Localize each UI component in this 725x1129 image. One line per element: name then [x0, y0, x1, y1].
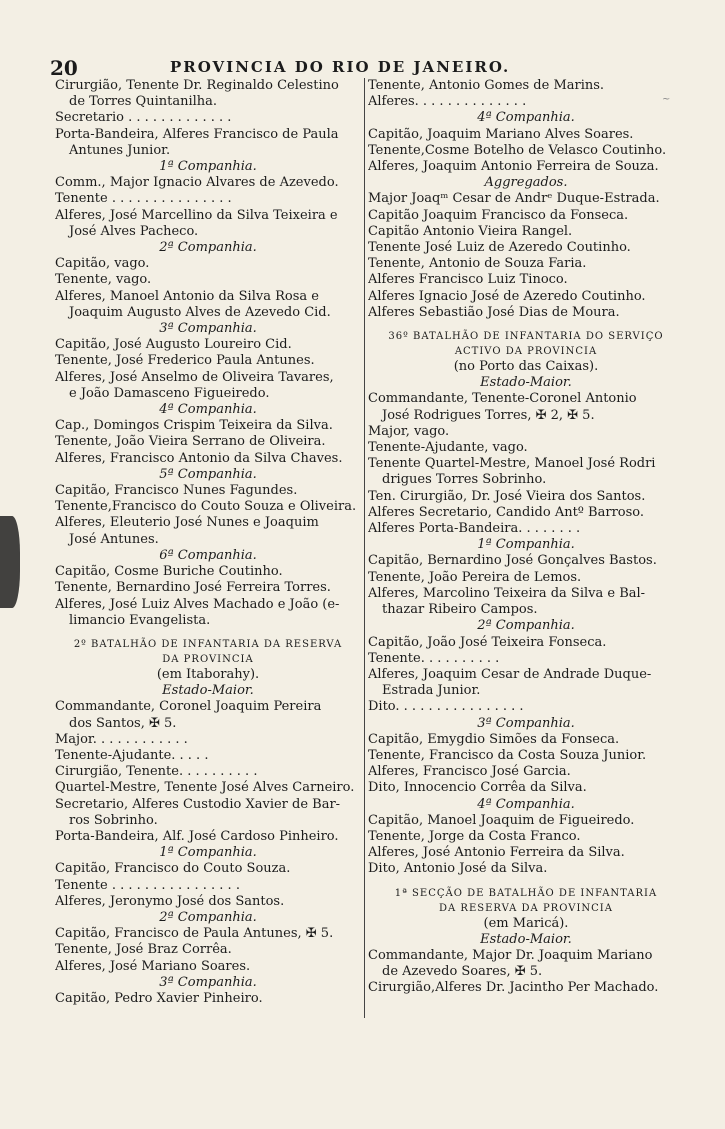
text-line: Porta-Bandeira, Alferes Francisco de Paula — [55, 126, 339, 142]
text-line: José Rodrigues Torres, ✠ 2, ✠ 5. — [382, 407, 595, 423]
text-line: limancio Evangelista. — [69, 612, 211, 628]
text-line: Tenente, Francisco da Costa Souza Junior. — [368, 747, 647, 763]
running-title: PROVINCIA DO RIO DE JANEIRO. — [170, 58, 511, 76]
battalion-heading: ACTIVO DA PROVINCIA — [454, 346, 598, 358]
text-line: Capitão Joaquim Francisco da Fonseca. — [368, 207, 629, 223]
text-line: Capitão, Emygdio Simões da Fonseca. — [368, 731, 620, 747]
text-line: Tenente, Bernardino José Ferreira Torres. — [55, 580, 331, 596]
section-heading: 1ª Companhia. — [159, 845, 257, 861]
text-line: Tenente, Antonio Gomes de Marins. — [368, 78, 605, 93]
right-column — [368, 78, 684, 997]
text-line: Capitão, João José Teixeira Fonseca. — [368, 634, 607, 650]
section-heading: 1ª Companhia. — [159, 159, 257, 175]
text-line: Estrada Junior. — [382, 683, 481, 699]
text-line: Capitão, Cosme Buriche Coutinho. — [55, 564, 283, 580]
section-heading: 3ª Companhia. — [477, 715, 575, 731]
text-line: Dito. . . . . . . . . . . . . . . . — [368, 699, 524, 715]
page-number: 20 — [50, 56, 78, 80]
text-line: Tenente, José Braz Corrêa. — [55, 942, 232, 958]
text-line: Tenente. . . . . . . . . . — [368, 650, 500, 666]
section-heading: Estado-Maior. — [480, 375, 572, 391]
text-line: Alferes, José Antonio Ferreira da Silva. — [368, 845, 625, 861]
text-line: Tenente José Luiz de Azeredo Coutinho. — [368, 240, 631, 256]
text-line: Tenente, Antonio de Souza Faria. — [368, 256, 587, 272]
text-line: Tenente, João Vieira Serrano de Oliveira. — [55, 434, 326, 450]
text-line: Tenente Quartel-Mestre, Manoel José Rodri — [368, 456, 656, 472]
section-heading: Estado-Maior. — [162, 683, 254, 699]
battalion-heading: 36º BATALHÃO DE INFANTARIA DO SERVIÇO — [388, 331, 664, 343]
text-line: Tenente, vago. — [55, 272, 152, 288]
text-line: Alferes, Francisco José Garcia. — [368, 764, 571, 780]
stray-mark: ~ — [662, 94, 671, 105]
text-line: Major. . . . . . . . . . . . — [55, 731, 188, 747]
text-line: Antunes Junior. — [69, 142, 171, 158]
text-line: Tenente . . . . . . . . . . . . . . . . — [55, 877, 240, 893]
text-line: Alferes, Manoel Antonio da Silva Rosa e — [55, 288, 319, 304]
page-header — [50, 56, 690, 78]
text-line: Capitão Antonio Vieira Rangel. — [368, 223, 573, 239]
text-line: Tenente-Ajudante, vago. — [368, 440, 528, 456]
text-line: Capitão, vago. — [55, 256, 150, 272]
left-column — [55, 78, 361, 1007]
spacer — [55, 629, 361, 637]
text-line: Tenente . . . . . . . . . . . . . . . — [55, 191, 232, 207]
text-line: Cirurgião, Tenente Dr. Reginaldo Celestino — [55, 78, 339, 93]
section-heading: 2ª Companhia. — [477, 618, 575, 634]
battalion-heading: DA PROVINCIA — [162, 653, 254, 665]
text-line: Tenente, Jorge da Costa Franco. — [368, 828, 581, 844]
section-heading: 3ª Companhia. — [159, 974, 257, 990]
battalion-heading: 1ª SECÇÃO DE BATALHÃO DE INFANTARIA — [394, 887, 658, 899]
text-line: Secretario . . . . . . . . . . . . . — [55, 110, 232, 126]
text-line: de Torres Quintanilha. — [69, 94, 218, 110]
text-line: (em Itaborahy). — [156, 666, 260, 682]
spacer — [368, 321, 684, 329]
section-heading: 1ª Companhia. — [477, 537, 575, 553]
text-line: de Azevedo Soares, ✠ 5. — [382, 964, 543, 980]
section-heading: 4ª Companhia. — [477, 796, 575, 812]
text-line: Capitão, Pedro Xavier Pinheiro. — [55, 990, 263, 1006]
text-line: Tenente, João Pereira de Lemos. — [368, 569, 582, 585]
text-line: Major, vago. — [368, 423, 450, 439]
text-line: Alferes, Joaquim Antonio Ferreira de Souza. — [368, 159, 659, 175]
text-line: dos Santos, ✠ 5. — [69, 715, 177, 731]
section-heading: 4ª Companhia. — [477, 110, 575, 126]
text-line: Alferes, José Luiz Alves Machado e João (e- — [55, 596, 340, 612]
text-line: Alferes, Joaquim Cesar de Andrade Duque- — [368, 666, 652, 682]
section-heading: 2ª Companhia. — [159, 909, 257, 925]
text-line: Alferes Secretario, Candido Antº Barroso. — [368, 504, 645, 520]
text-line: Tenente,Francisco do Couto Souza e Oliveira. — [55, 499, 357, 515]
section-heading: 5ª Companhia. — [159, 466, 257, 482]
text-line: Dito, Antonio José da Silva. — [368, 861, 548, 877]
text-line: Ten. Cirurgião, Dr. José Vieira dos Santos. — [368, 488, 646, 504]
text-line: Alferes, Eleuterio José Nunes e Joaquim — [55, 515, 319, 531]
text-line: Capitão, Bernardino José Gonçalves Bastos. — [368, 553, 657, 569]
text-line: ros Sobrinho. — [69, 812, 158, 828]
section-heading: 3ª Companhia. — [159, 321, 257, 337]
text-line: Capitão, Francisco de Paula Antunes, ✠ 5. — [55, 926, 334, 942]
text-line: Alferes Ignacio José de Azeredo Coutinho. — [368, 288, 646, 304]
battalion-heading: 2º BATALHÃO DE INFANTARIA DA RESERVA — [73, 638, 343, 650]
text-line: Alferes, José Anselmo de Oliveira Tavares, — [55, 369, 334, 385]
text-line: Alferes Sebastião José Dias de Moura. — [368, 304, 620, 320]
text-line: Capitão, Manoel Joaquim de Figueiredo. — [368, 812, 635, 828]
text-line: Capitão, Francisco do Couto Souza. — [55, 861, 291, 877]
text-line: thazar Ribeiro Campos. — [382, 602, 538, 618]
text-line: Tenente-Ajudante. . . . . — [55, 747, 209, 763]
text-line: Cirurgião, Tenente. . . . . . . . . . — [55, 764, 258, 780]
text-line: Cap., Domingos Crispim Teixeira da Silva. — [55, 418, 333, 434]
text-line: Quartel-Mestre, Tenente José Alves Carneiro. — [55, 780, 355, 796]
text-line: Alferes, Marcolino Teixeira da Silva e Bal- — [368, 585, 646, 601]
text-line: (no Porto das Caixas). — [453, 359, 599, 375]
text-line: Commandante, Coronel Joaquim Pereira — [55, 699, 322, 715]
text-line: Tenente,Cosme Botelho de Velasco Coutinho. — [368, 142, 667, 158]
text-line: Joaquim Augusto Alves de Azevedo Cid. — [69, 304, 331, 320]
text-line: Porta-Bandeira, Alf. José Cardoso Pinheiro. — [55, 828, 339, 844]
text-line: Alferes Porta-Bandeira. . . . . . . . — [368, 521, 581, 537]
text-line: Alferes, José Mariano Soares. — [55, 958, 251, 974]
text-line: (em Maricá). — [483, 915, 569, 931]
text-line: Dito, Innocencio Corrêa da Silva. — [368, 780, 587, 796]
text-line: drigues Torres Sobrinho. — [382, 472, 547, 488]
text-line: Commandante, Major Dr. Joaquim Mariano — [368, 947, 653, 963]
text-line: Alferes Francisco Luiz Tinoco. — [368, 272, 568, 288]
text-line: Commandante, Tenente-Coronel Antonio — [368, 391, 637, 407]
text-line: Alferes, Francisco Antonio da Silva Chaves. — [55, 450, 343, 466]
section-heading: Estado-Maior. — [480, 931, 572, 947]
section-heading: 2ª Companhia. — [159, 240, 257, 256]
text-line: Capitão, Joaquim Mariano Alves Soares. — [368, 126, 634, 142]
text-line: Comm., Major Ignacio Alvares de Azevedo. — [55, 175, 339, 191]
text-line: José Antunes. — [69, 531, 159, 547]
column-rule — [364, 78, 365, 1018]
text-line: Capitão, Francisco Nunes Fagundes. — [55, 483, 298, 499]
text-line: José Alves Pacheco. — [69, 223, 199, 239]
text-line: Cirurgião,Alferes Dr. Jacintho Per Machado. — [368, 980, 659, 996]
section-heading: Aggregados. — [484, 175, 568, 191]
text-line: Tenente, José Frederico Paula Antunes. — [55, 353, 315, 369]
text-line: Alferes, Jeronymo José dos Santos. — [55, 893, 285, 909]
text-line: e João Damasceno Figueiredo. — [69, 385, 270, 401]
section-heading: 4ª Companhia. — [159, 402, 257, 418]
text-line: Alferes, José Marcellino da Silva Teixeira e — [55, 207, 338, 223]
spacer — [368, 878, 684, 886]
text-line: Major Joaqᵐ Cesar de Andrᵉ Duque-Estrada. — [368, 191, 660, 207]
ink-blot — [0, 516, 20, 608]
text-line: Secretario, Alferes Custodio Xavier de Bar- — [55, 796, 341, 812]
text-line: Capitão, José Augusto Loureiro Cid. — [55, 337, 292, 353]
battalion-heading: DA RESERVA DA PROVINCIA — [439, 902, 613, 914]
text-line: Alferes. . . . . . . . . . . . . . — [368, 94, 527, 110]
section-heading: 6ª Companhia. — [159, 547, 257, 563]
